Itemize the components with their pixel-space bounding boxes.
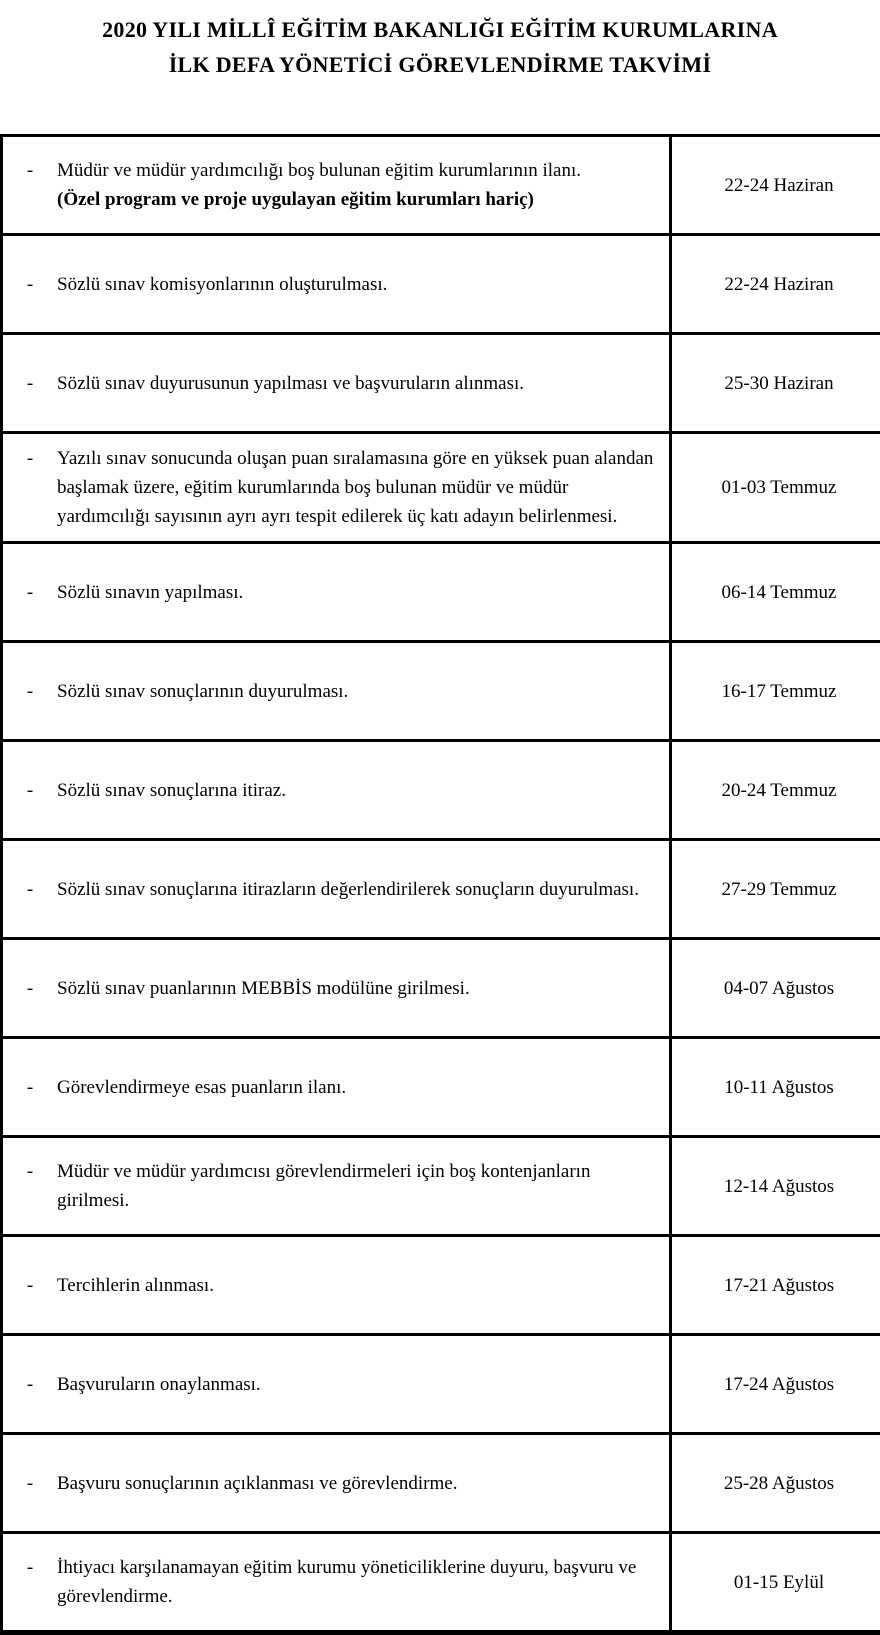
task-text: Sözlü sınav duyurusunun yapılması ve başvuruların alınması. <box>57 369 655 398</box>
table-row <box>2 1137 880 1236</box>
task-cell <box>2 741 671 840</box>
date-cell: 17-24 Ağustos <box>671 1335 880 1434</box>
page-title <box>0 12 880 82</box>
date-cell: 12-14 Ağustos <box>671 1137 880 1236</box>
task-cell <box>2 1038 671 1137</box>
task-text: İhtiyacı karşılanamayan eğitim kurumu yöneticiliklerine duyuru, başvuru ve görevlendirme. <box>57 1553 655 1611</box>
table-row <box>2 334 880 433</box>
bullet-dash: - <box>3 369 57 398</box>
date-cell: 01-15 Eylül <box>671 1533 880 1633</box>
task-text: Başvuru sonuçlarının açıklanması ve görevlendirme. <box>57 1469 655 1498</box>
task-cell <box>2 1236 671 1335</box>
table-row <box>2 1335 880 1434</box>
task-cell <box>2 939 671 1038</box>
table-row <box>2 433 880 543</box>
bullet-dash: - <box>3 677 57 706</box>
bullet-dash: - <box>3 270 57 299</box>
bullet-dash: - <box>3 1553 57 1582</box>
task-cell <box>2 433 671 543</box>
bullet-dash: - <box>3 1073 57 1102</box>
date-cell: 22-24 Haziran <box>671 235 880 334</box>
task-cell <box>2 1137 671 1236</box>
date-cell: 01-03 Temmuz <box>671 433 880 543</box>
date-cell: 16-17 Temmuz <box>671 642 880 741</box>
page-title-line-1: 2020 YILI MİLLÎ EĞİTİM BAKANLIĞI EĞİTİM KURUMLARINA <box>0 12 880 47</box>
table-row <box>2 642 880 741</box>
bullet-dash: - <box>3 875 57 904</box>
task-text: Sözlü sınav sonuçlarına itirazların değerlendirilerek sonuçların duyurulması. <box>57 875 655 904</box>
task-text: Müdür ve müdür yardımcısı görevlendirmeleri için boş kontenjanların girilmesi. <box>57 1157 655 1215</box>
table-row <box>2 1533 880 1633</box>
task-note: (Özel program ve proje uygulayan eğitim kurumları hariç) <box>57 185 655 214</box>
task-text: Sözlü sınavın yapılması. <box>57 578 655 607</box>
date-cell: 22-24 Haziran <box>671 136 880 235</box>
table-row <box>2 840 880 939</box>
date-cell: 04-07 Ağustos <box>671 939 880 1038</box>
bullet-dash: - <box>3 578 57 607</box>
task-text: Sözlü sınav sonuçlarının duyurulması. <box>57 677 655 706</box>
bullet-dash: - <box>3 1370 57 1399</box>
page-title-line-2: İLK DEFA YÖNETİCİ GÖREVLENDİRME TAKVİMİ <box>0 47 880 82</box>
table-row <box>2 939 880 1038</box>
task-text: Sözlü sınav komisyonlarının oluşturulması. <box>57 270 655 299</box>
bullet-dash: - <box>3 1469 57 1498</box>
task-cell <box>2 1533 671 1633</box>
table-row <box>2 136 880 235</box>
bullet-dash: - <box>3 156 57 185</box>
task-cell <box>2 1434 671 1533</box>
task-text: Sözlü sınav puanlarının MEBBİS modülüne girilmesi. <box>57 974 655 1003</box>
task-cell <box>2 840 671 939</box>
date-cell: 27-29 Temmuz <box>671 840 880 939</box>
date-cell: 25-30 Haziran <box>671 334 880 433</box>
task-cell <box>2 543 671 642</box>
bullet-dash: - <box>3 776 57 805</box>
schedule-table-body <box>2 136 880 1633</box>
date-cell: 17-21 Ağustos <box>671 1236 880 1335</box>
task-cell <box>2 235 671 334</box>
task-text: Görevlendirmeye esas puanların ilanı. <box>57 1073 655 1102</box>
task-text: Başvuruların onaylanması. <box>57 1370 655 1399</box>
task-text: Yazılı sınav sonucunda oluşan puan sıralamasına göre en yüksek puan alandan başlamak üzere, eğitim kurumlarında boş bulunan müdür ve müdür yardımcılığı sayısının ayrı ayrı tespit edilerek üç katı adayın belirlenmesi. <box>57 444 655 531</box>
task-cell <box>2 642 671 741</box>
table-row <box>2 235 880 334</box>
date-cell: 10-11 Ağustos <box>671 1038 880 1137</box>
task-text: Müdür ve müdür yardımcılığı boş bulunan eğitim kurumlarının ilanı. <box>57 156 655 185</box>
bullet-dash: - <box>3 974 57 1003</box>
bullet-dash: - <box>3 1271 57 1300</box>
bullet-dash: - <box>3 1157 57 1186</box>
bullet-dash: - <box>3 444 57 473</box>
schedule-table <box>0 134 880 1635</box>
task-text: Tercihlerin alınması. <box>57 1271 655 1300</box>
task-text: Sözlü sınav sonuçlarına itiraz. <box>57 776 655 805</box>
date-cell: 20-24 Temmuz <box>671 741 880 840</box>
task-cell <box>2 334 671 433</box>
task-cell <box>2 136 671 235</box>
task-cell <box>2 1335 671 1434</box>
date-cell: 25-28 Ağustos <box>671 1434 880 1533</box>
table-row <box>2 1038 880 1137</box>
table-row <box>2 1434 880 1533</box>
table-row <box>2 741 880 840</box>
date-cell: 06-14 Temmuz <box>671 543 880 642</box>
table-row <box>2 1236 880 1335</box>
table-row <box>2 543 880 642</box>
